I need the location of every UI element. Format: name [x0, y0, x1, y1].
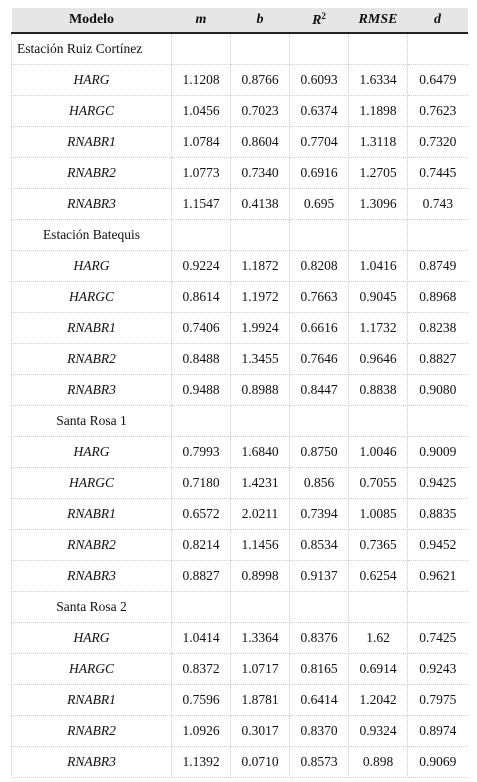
empty-cell	[231, 591, 290, 622]
value-m: 1.0773	[172, 157, 231, 188]
table-header	[12, 8, 468, 33]
value-m: 0.7596	[172, 684, 231, 715]
empty-cell	[172, 405, 231, 436]
empty-cell	[172, 219, 231, 250]
value-m: 1.0456	[172, 95, 231, 126]
empty-cell	[408, 591, 468, 622]
model-name: RNABR2	[12, 715, 172, 746]
value-r2: 0.6093	[290, 64, 349, 95]
value-r2: 0.856	[290, 467, 349, 498]
value-rmse: 1.0416	[349, 250, 408, 281]
station-row	[12, 33, 468, 64]
value-d: 0.9621	[408, 560, 468, 591]
empty-cell	[231, 219, 290, 250]
table-row	[12, 746, 468, 777]
value-b: 0.8766	[231, 64, 290, 95]
empty-cell	[349, 219, 408, 250]
value-r2: 0.8370	[290, 715, 349, 746]
model-name: RNABR3	[12, 746, 172, 777]
value-b: 0.8998	[231, 560, 290, 591]
value-d: 0.8827	[408, 343, 468, 374]
model-name: HARGC	[12, 653, 172, 684]
model-name: RNABR3	[12, 560, 172, 591]
value-b: 1.1972	[231, 281, 290, 312]
empty-cell	[290, 33, 349, 64]
value-m: 0.8372	[172, 653, 231, 684]
empty-cell	[290, 591, 349, 622]
value-rmse: 1.2042	[349, 684, 408, 715]
value-rmse: 1.0085	[349, 498, 408, 529]
value-m: 0.6572	[172, 498, 231, 529]
empty-cell	[349, 405, 408, 436]
value-rmse: 0.9045	[349, 281, 408, 312]
value-b: 0.8988	[231, 374, 290, 405]
model-name: RNABR2	[12, 529, 172, 560]
table-row	[12, 436, 468, 467]
value-rmse: 0.6254	[349, 560, 408, 591]
value-r2: 0.695	[290, 188, 349, 219]
model-name: HARG	[12, 436, 172, 467]
model-name: RNABR1	[12, 312, 172, 343]
empty-cell	[408, 219, 468, 250]
value-d: 0.9080	[408, 374, 468, 405]
model-name: RNABR2	[12, 343, 172, 374]
value-r2: 0.6374	[290, 95, 349, 126]
empty-cell	[172, 591, 231, 622]
model-name: RNABR1	[12, 498, 172, 529]
header-rmse: RMSE	[349, 8, 408, 33]
station-row	[12, 591, 468, 622]
value-r2: 0.9137	[290, 560, 349, 591]
empty-cell	[408, 33, 468, 64]
value-rmse: 1.0046	[349, 436, 408, 467]
value-rmse: 1.3096	[349, 188, 408, 219]
empty-cell	[231, 405, 290, 436]
value-b: 1.4231	[231, 467, 290, 498]
value-r2: 0.6916	[290, 157, 349, 188]
empty-cell	[172, 33, 231, 64]
table-row	[12, 188, 468, 219]
model-name: RNABR1	[12, 684, 172, 715]
model-performance-table	[11, 8, 468, 778]
table-row	[12, 622, 468, 653]
header-r2-base: R	[312, 13, 322, 28]
value-b: 0.8604	[231, 126, 290, 157]
header-model: Modelo	[12, 8, 172, 33]
value-m: 0.8827	[172, 560, 231, 591]
model-name: HARGC	[12, 281, 172, 312]
value-r2: 0.8573	[290, 746, 349, 777]
value-b: 0.7023	[231, 95, 290, 126]
value-m: 0.9224	[172, 250, 231, 281]
empty-cell	[349, 33, 408, 64]
value-m: 1.0926	[172, 715, 231, 746]
station-row	[12, 219, 468, 250]
table-container	[11, 8, 467, 778]
model-name: RNABR1	[12, 126, 172, 157]
value-d: 0.8974	[408, 715, 468, 746]
header-r2	[290, 8, 349, 33]
value-m: 1.1547	[172, 188, 231, 219]
station-name: Santa Rosa 2	[12, 591, 172, 622]
value-r2: 0.8376	[290, 622, 349, 653]
value-b: 2.0211	[231, 498, 290, 529]
table-row	[12, 715, 468, 746]
table-row	[12, 64, 468, 95]
empty-cell	[290, 405, 349, 436]
value-m: 0.7406	[172, 312, 231, 343]
value-r2: 0.7646	[290, 343, 349, 374]
value-rmse: 1.6334	[349, 64, 408, 95]
value-b: 1.8781	[231, 684, 290, 715]
value-rmse: 0.8838	[349, 374, 408, 405]
value-b: 1.3455	[231, 343, 290, 374]
value-r2: 0.6414	[290, 684, 349, 715]
table-row	[12, 560, 468, 591]
value-b: 1.3364	[231, 622, 290, 653]
value-b: 1.1872	[231, 250, 290, 281]
value-d: 0.8749	[408, 250, 468, 281]
value-m: 1.0784	[172, 126, 231, 157]
value-r2: 0.7663	[290, 281, 349, 312]
value-m: 0.8614	[172, 281, 231, 312]
value-rmse: 0.9324	[349, 715, 408, 746]
value-d: 0.9009	[408, 436, 468, 467]
value-m: 0.7180	[172, 467, 231, 498]
table-row	[12, 126, 468, 157]
value-b: 0.3017	[231, 715, 290, 746]
station-name: Estación Ruiz Cortínez	[12, 33, 172, 64]
value-d: 0.743	[408, 188, 468, 219]
value-rmse: 0.9646	[349, 343, 408, 374]
table-row	[12, 312, 468, 343]
value-d: 0.8835	[408, 498, 468, 529]
table-body	[12, 33, 468, 777]
value-m: 0.7993	[172, 436, 231, 467]
value-d: 0.9069	[408, 746, 468, 777]
value-r2: 0.8750	[290, 436, 349, 467]
value-b: 0.0710	[231, 746, 290, 777]
value-b: 0.7340	[231, 157, 290, 188]
table-row	[12, 250, 468, 281]
model-name: RNABR3	[12, 374, 172, 405]
value-d: 0.9452	[408, 529, 468, 560]
header-b: b	[231, 8, 290, 33]
table-row	[12, 529, 468, 560]
header-d: d	[408, 8, 468, 33]
empty-cell	[231, 33, 290, 64]
model-name: HARGC	[12, 467, 172, 498]
empty-cell	[408, 405, 468, 436]
value-rmse: 1.3118	[349, 126, 408, 157]
value-r2: 0.6616	[290, 312, 349, 343]
value-d: 0.7623	[408, 95, 468, 126]
table-row	[12, 467, 468, 498]
model-name: HARG	[12, 622, 172, 653]
value-r2: 0.7394	[290, 498, 349, 529]
value-b: 1.1456	[231, 529, 290, 560]
model-name: HARG	[12, 250, 172, 281]
table-row	[12, 653, 468, 684]
header-row	[12, 8, 468, 33]
value-d: 0.9425	[408, 467, 468, 498]
value-d: 0.7975	[408, 684, 468, 715]
value-b: 1.0717	[231, 653, 290, 684]
model-name: HARG	[12, 64, 172, 95]
value-rmse: 0.6914	[349, 653, 408, 684]
value-d: 0.8238	[408, 312, 468, 343]
value-rmse: 1.1898	[349, 95, 408, 126]
value-d: 0.9243	[408, 653, 468, 684]
value-rmse: 0.7365	[349, 529, 408, 560]
value-d: 0.7425	[408, 622, 468, 653]
value-rmse: 0.898	[349, 746, 408, 777]
value-d: 0.8968	[408, 281, 468, 312]
value-m: 0.8488	[172, 343, 231, 374]
value-m: 1.0414	[172, 622, 231, 653]
empty-cell	[349, 591, 408, 622]
table-row	[12, 498, 468, 529]
table-row	[12, 684, 468, 715]
value-b: 1.6840	[231, 436, 290, 467]
header-m: m	[172, 8, 231, 33]
value-b: 1.9924	[231, 312, 290, 343]
table-row	[12, 157, 468, 188]
value-r2: 0.8534	[290, 529, 349, 560]
table-row	[12, 95, 468, 126]
station-name: Estación Batequis	[12, 219, 172, 250]
value-r2: 0.7704	[290, 126, 349, 157]
value-m: 1.1392	[172, 746, 231, 777]
value-rmse: 0.7055	[349, 467, 408, 498]
value-d: 0.6479	[408, 64, 468, 95]
empty-cell	[290, 219, 349, 250]
station-row	[12, 405, 468, 436]
value-r2: 0.8447	[290, 374, 349, 405]
value-rmse: 1.1732	[349, 312, 408, 343]
table-row	[12, 281, 468, 312]
table-row	[12, 374, 468, 405]
station-name: Santa Rosa 1	[12, 405, 172, 436]
model-name: RNABR2	[12, 157, 172, 188]
value-r2: 0.8165	[290, 653, 349, 684]
value-m: 0.9488	[172, 374, 231, 405]
table-row	[12, 343, 468, 374]
model-name: RNABR3	[12, 188, 172, 219]
value-rmse: 1.62	[349, 622, 408, 653]
value-r2: 0.8208	[290, 250, 349, 281]
value-m: 1.1208	[172, 64, 231, 95]
value-d: 0.7445	[408, 157, 468, 188]
value-b: 0.4138	[231, 188, 290, 219]
header-r2-superscript: 2	[321, 11, 326, 21]
value-m: 0.8214	[172, 529, 231, 560]
value-d: 0.7320	[408, 126, 468, 157]
model-name: HARGC	[12, 95, 172, 126]
value-rmse: 1.2705	[349, 157, 408, 188]
